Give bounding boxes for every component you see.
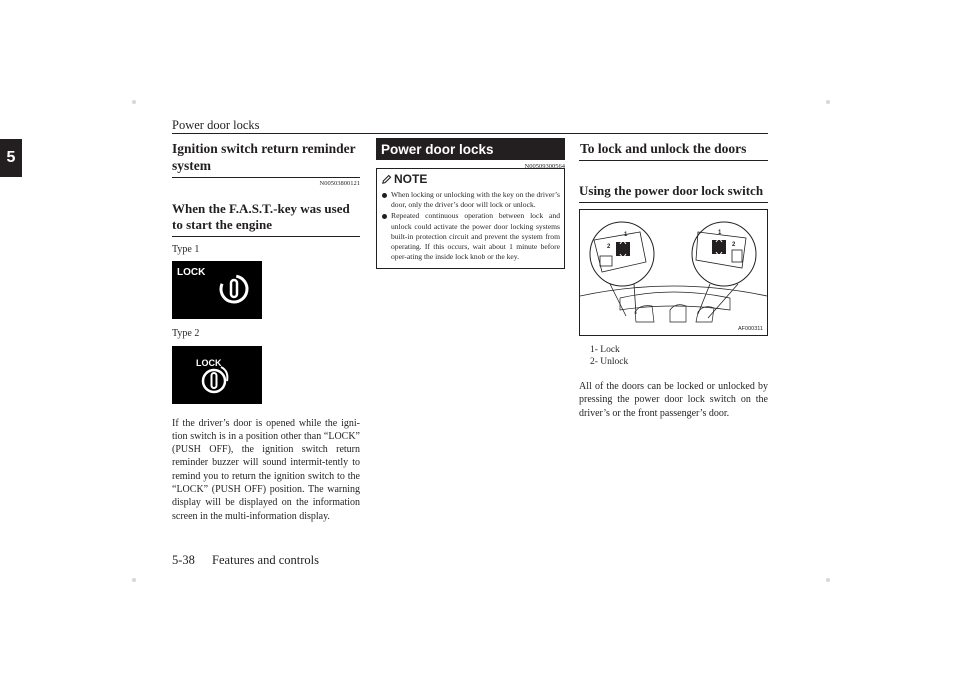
heading-rule <box>172 177 360 178</box>
section-banner: Power door locks <box>376 138 565 160</box>
subheading-rule <box>579 202 768 203</box>
lock-text: LOCK <box>177 267 206 279</box>
legend-item: 1- Lock <box>590 345 620 355</box>
svg-text:1: 1 <box>718 230 722 236</box>
svg-text:2: 2 <box>732 242 736 248</box>
svg-text:2: 2 <box>607 244 611 250</box>
trim-mark <box>826 100 830 104</box>
lock-paragraph: All of the doors can be locked or unlocked by pressing the power door lock switch on the driver’s or the front passenger’s door. <box>579 381 768 419</box>
note-list <box>381 190 560 262</box>
section-heading: To lock and unlock the doors <box>580 141 747 156</box>
running-header: Power door locks <box>172 118 260 132</box>
note-item: Repeated continuous operation between lock and unlock could activate the power door locking systems built-in protection circuit and prevent the system from operating. If this occurs, wait about 1 minute before oper-ating the inside lock knob or the key. <box>381 211 560 262</box>
power-button-icon <box>194 361 234 401</box>
section-code: N00503800121 <box>319 180 360 187</box>
middle-column <box>376 138 565 269</box>
note-box <box>376 168 565 269</box>
page-number: 5-38 <box>172 553 195 567</box>
section-heading: Ignition switch return reminder system <box>172 141 356 173</box>
trim-mark <box>132 100 136 104</box>
pencil-icon <box>381 174 392 185</box>
trim-mark <box>132 578 136 582</box>
figure-code: AF000311 <box>738 326 763 332</box>
note-item: When locking or unlocking with the key on the driver’s door, only the driver’s door will lock or unlock. <box>381 190 560 210</box>
power-button-icon <box>214 269 254 309</box>
section-code: N00509300564 <box>524 163 565 170</box>
trim-mark <box>826 578 830 582</box>
subheading-rule <box>172 236 360 237</box>
left-column <box>172 140 360 523</box>
header-rule <box>172 133 768 134</box>
type1-lock-display <box>172 261 262 319</box>
type1-label: Type 1 <box>172 244 200 255</box>
lock-text: LOCK <box>196 357 222 368</box>
subheading: When the F.A.S.T.-key was used to start the engine <box>172 201 350 232</box>
note-label: NOTE <box>394 172 428 186</box>
type2-label: Type 2 <box>172 328 200 340</box>
chapter-tab: 5 <box>0 139 22 177</box>
door-lock-switch-illustration <box>580 210 767 335</box>
subheading: Using the power door lock switch <box>579 183 764 198</box>
reminder-paragraph: If the driver’s door is opened while the igni-tion switch is in a position other than “LOCK” (PUSH OFF), the ignition switch return reminder buzzer will sound intermit-tently to remind you to return the ignition switch to the “LOCK” (PUSH OFF) position. The warning display will be displayed on the information screen in the multi-information display. <box>172 417 360 522</box>
legend-item: 2- Unlock <box>590 357 629 367</box>
door-lock-switch-figure <box>579 209 768 336</box>
figure-legend <box>579 344 768 368</box>
page-footer <box>172 553 333 568</box>
right-column <box>579 140 768 420</box>
type2-lock-display <box>172 346 262 404</box>
heading-rule <box>579 160 768 161</box>
svg-text:1: 1 <box>624 232 628 238</box>
section-name: Features and controls <box>212 553 319 567</box>
